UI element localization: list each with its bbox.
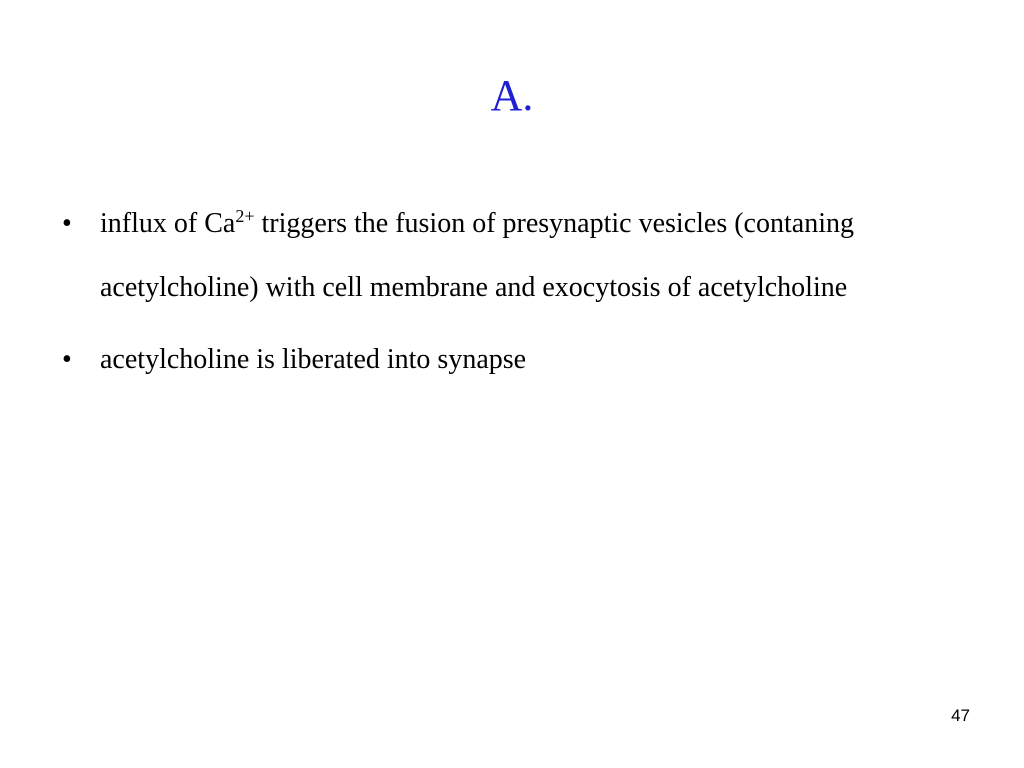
bullet-text-part: influx of Ca bbox=[100, 208, 236, 239]
bullet-list bbox=[62, 192, 942, 400]
bullet-icon: • bbox=[62, 344, 72, 375]
bullet-item bbox=[62, 328, 942, 392]
page-number: 47 bbox=[951, 706, 970, 725]
superscript-charge: 2+ bbox=[235, 206, 255, 226]
slide-title: A. bbox=[490, 71, 534, 120]
bullet-text-part: triggers the fusion of presynaptic vesicles (contaning acetylcholine) with cell membrane and exocytosis of acetylcholine bbox=[100, 208, 854, 303]
bullet-item bbox=[62, 192, 942, 320]
bullet-text: acetylcholine is liberated into synapse bbox=[100, 344, 527, 375]
bullet-icon: • bbox=[62, 208, 72, 239]
